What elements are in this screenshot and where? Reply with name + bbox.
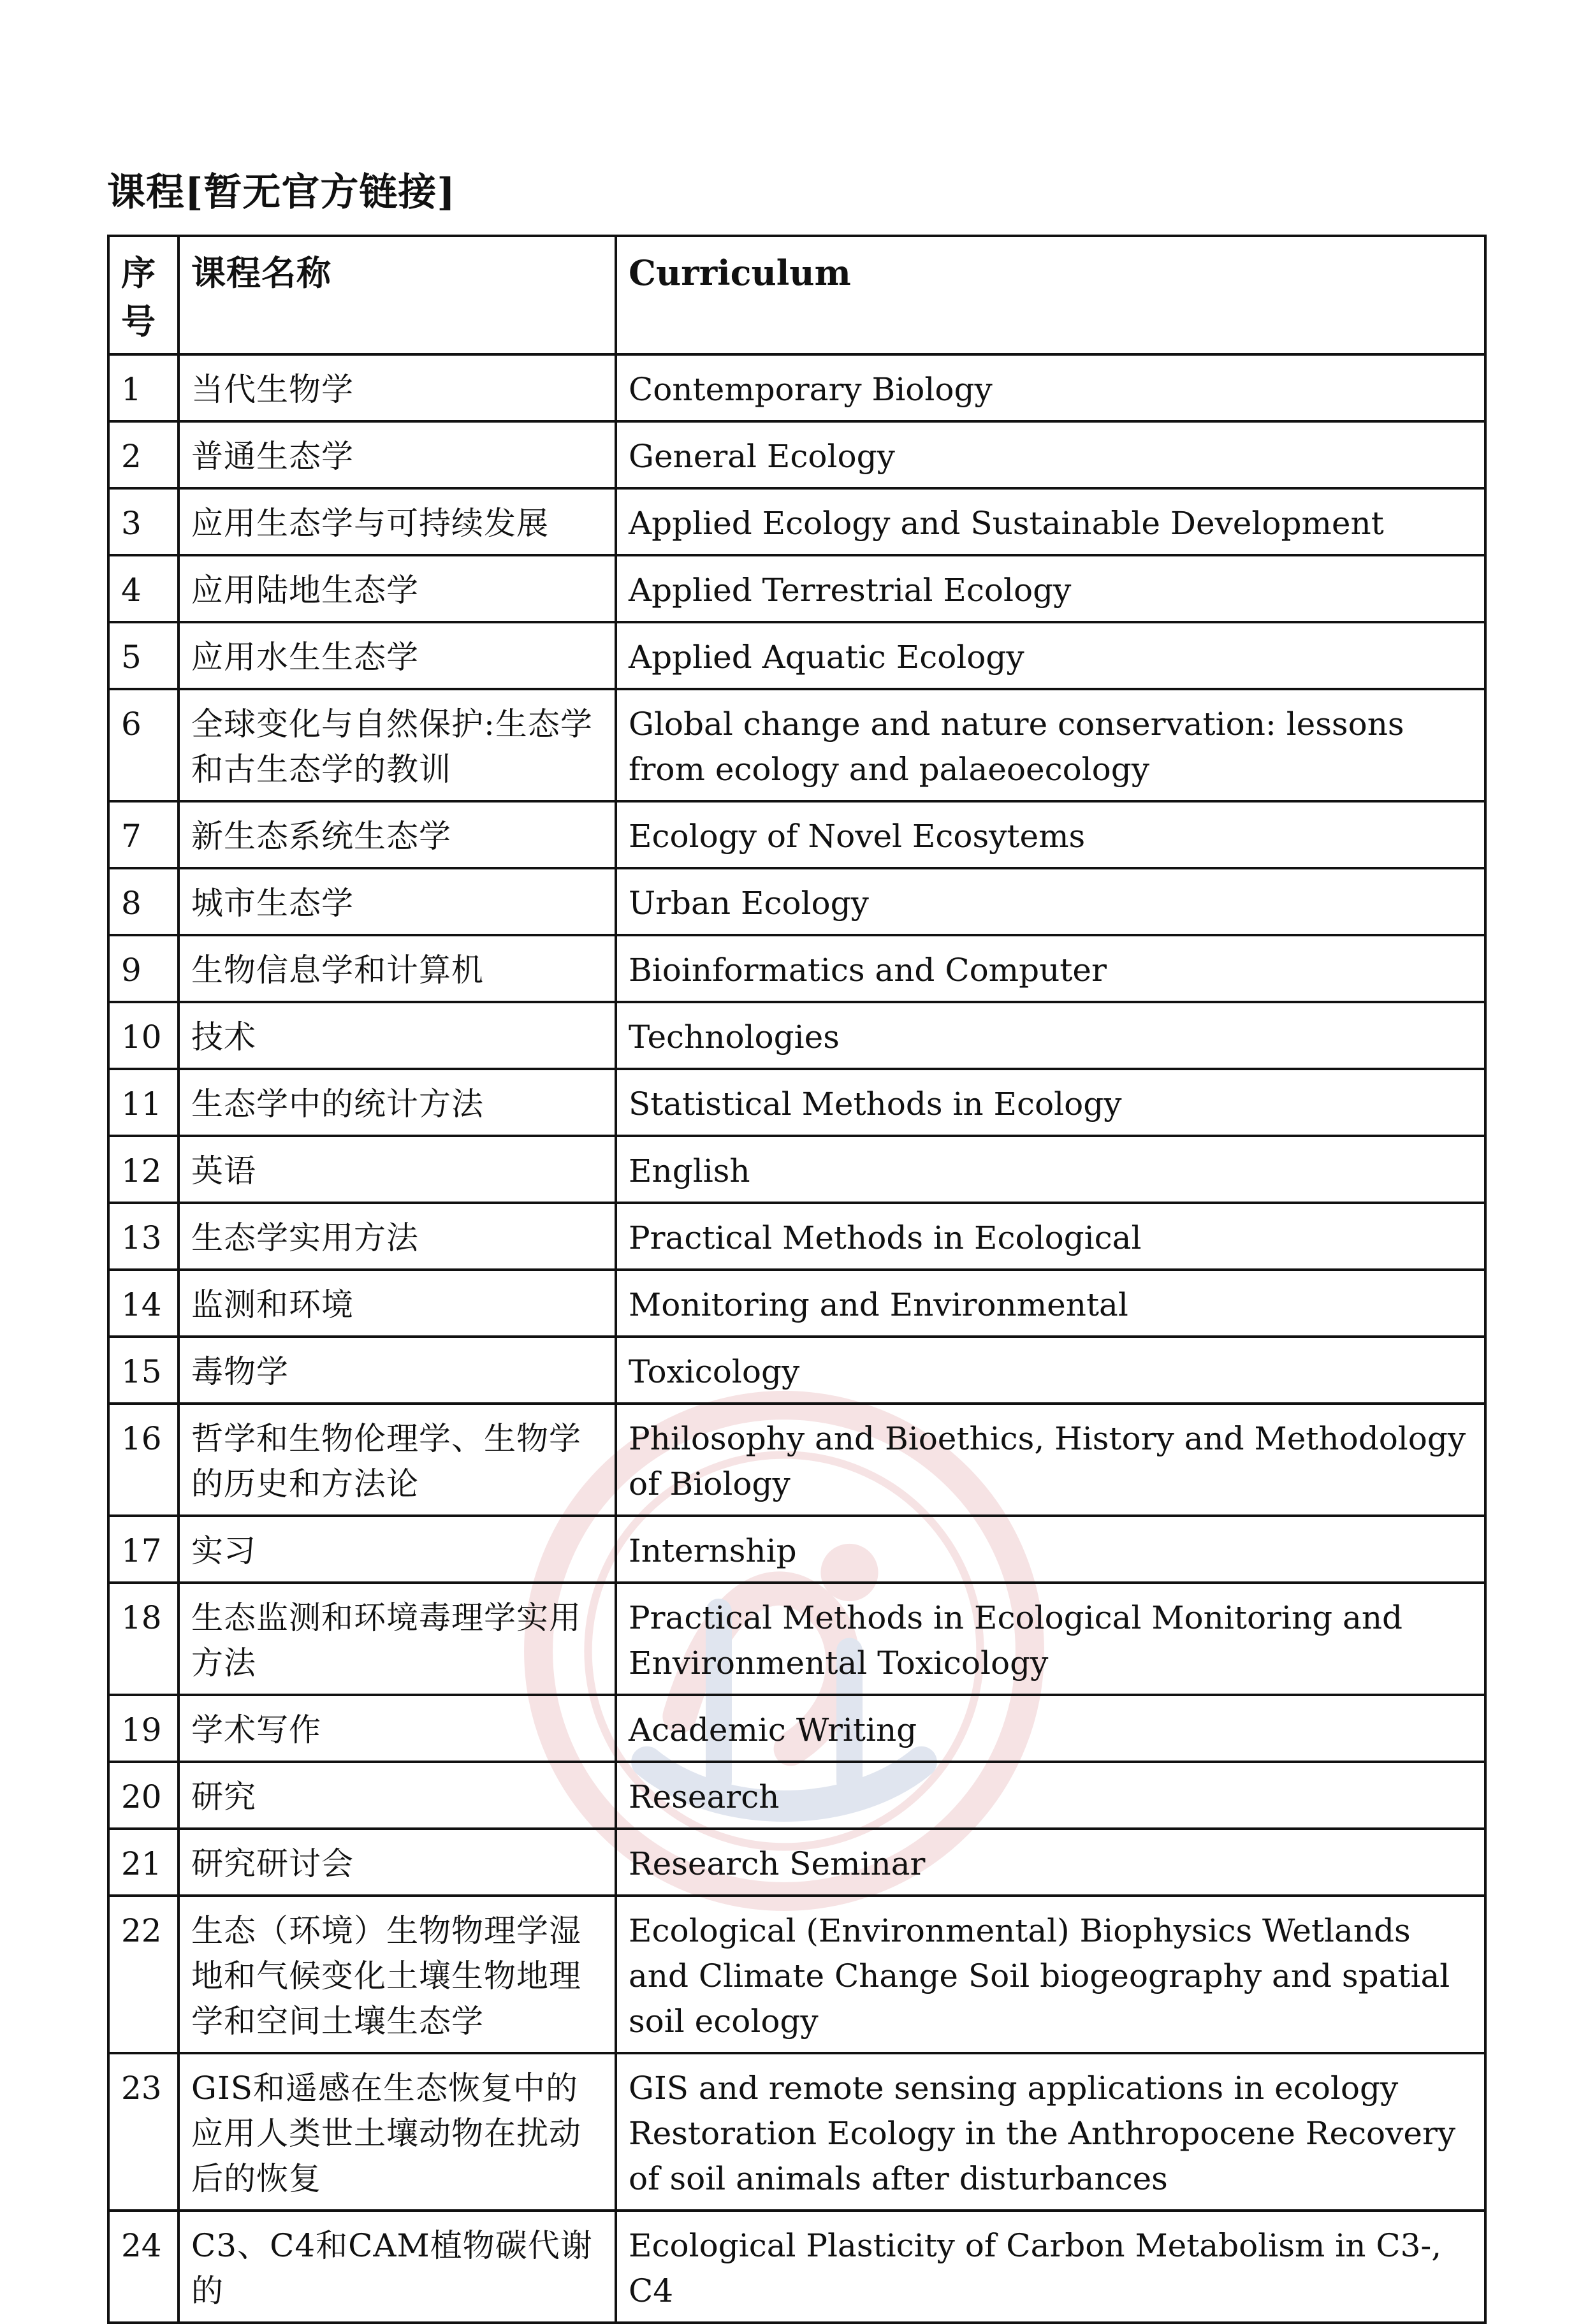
cell-index: 6 xyxy=(108,689,178,801)
cell-english-name: Practical Methods in Ecological xyxy=(616,1203,1485,1270)
table-row xyxy=(108,555,1485,622)
table-row xyxy=(108,622,1485,689)
cell-chinese-name: 监测和环境 xyxy=(178,1270,616,1337)
table-row xyxy=(108,1002,1485,1069)
table-row xyxy=(108,1069,1485,1136)
cell-index: 24 xyxy=(108,2211,178,2323)
table-row xyxy=(108,1136,1485,1203)
table-row xyxy=(108,1829,1485,1896)
cell-chinese-name: 生态监测和环境毒理学实用方法 xyxy=(178,1583,616,1695)
curriculum-table xyxy=(107,235,1487,2324)
table-row xyxy=(108,1203,1485,1270)
cell-english-name: Toxicology xyxy=(616,1337,1485,1404)
cell-english-name: Contemporary Biology xyxy=(616,354,1485,421)
cell-chinese-name: C3、C4和CAM植物碳代谢的 xyxy=(178,2211,616,2323)
table-row xyxy=(108,1896,1485,2053)
cell-index: 1 xyxy=(108,354,178,421)
cell-index: 8 xyxy=(108,868,178,935)
cell-chinese-name: 城市生态学 xyxy=(178,868,616,935)
cell-english-name: Research xyxy=(616,1762,1485,1829)
cell-english-name: Monitoring and Environmental xyxy=(616,1270,1485,1337)
cell-index: 14 xyxy=(108,1270,178,1337)
table-row xyxy=(108,421,1485,488)
cell-chinese-name: 全球变化与自然保护:生态学和古生态学的教训 xyxy=(178,689,616,801)
cell-chinese-name: 毒物学 xyxy=(178,1337,616,1404)
cell-index: 15 xyxy=(108,1337,178,1404)
table-row xyxy=(108,2053,1485,2211)
cell-index: 23 xyxy=(108,2053,178,2211)
cell-english-name: Technologies xyxy=(616,1002,1485,1069)
cell-chinese-name: 应用水生生态学 xyxy=(178,622,616,689)
cell-index: 9 xyxy=(108,935,178,1002)
cell-chinese-name: GIS和遥感在生态恢复中的应用人类世土壤动物在扰动后的恢复 xyxy=(178,2053,616,2211)
cell-english-name: Ecology of Novel Ecosytems xyxy=(616,801,1485,868)
cell-chinese-name: 实习 xyxy=(178,1516,616,1583)
cell-chinese-name: 哲学和生物伦理学、生物学的历史和方法论 xyxy=(178,1404,616,1516)
cell-chinese-name: 新生态系统生态学 xyxy=(178,801,616,868)
table-row xyxy=(108,935,1485,1002)
table-row xyxy=(108,488,1485,555)
cell-chinese-name: 生态学实用方法 xyxy=(178,1203,616,1270)
cell-english-name: Ecological (Environmental) Biophysics Wetlands and Climate Change Soil biogeography and spatial soil ecology xyxy=(616,1896,1485,2053)
cell-index: 3 xyxy=(108,488,178,555)
cell-chinese-name: 普通生态学 xyxy=(178,421,616,488)
column-header-index: 序号 xyxy=(108,236,178,354)
cell-english-name: Practical Methods in Ecological Monitoring and Environmental Toxicology xyxy=(616,1583,1485,1695)
cell-index: 22 xyxy=(108,1896,178,2053)
cell-chinese-name: 当代生物学 xyxy=(178,354,616,421)
cell-index: 13 xyxy=(108,1203,178,1270)
cell-english-name: Philosophy and Bioethics, History and Methodology of Biology xyxy=(616,1404,1485,1516)
cell-english-name: Applied Aquatic Ecology xyxy=(616,622,1485,689)
table-row xyxy=(108,1762,1485,1829)
table-row xyxy=(108,354,1485,421)
cell-english-name: English xyxy=(616,1136,1485,1203)
cell-chinese-name: 应用生态学与可持续发展 xyxy=(178,488,616,555)
cell-chinese-name: 生态（环境）生物物理学湿地和气候变化土壤生物地理学和空间土壤生态学 xyxy=(178,1896,616,2053)
cell-index: 18 xyxy=(108,1583,178,1695)
table-row xyxy=(108,1516,1485,1583)
cell-english-name: Urban Ecology xyxy=(616,868,1485,935)
cell-index: 17 xyxy=(108,1516,178,1583)
cell-english-name: GIS and remote sensing applications in ecology Restoration Ecology in the Anthropocene Recovery of soil animals after disturbances xyxy=(616,2053,1485,2211)
cell-index: 11 xyxy=(108,1069,178,1136)
cell-index: 20 xyxy=(108,1762,178,1829)
table-row xyxy=(108,801,1485,868)
cell-chinese-name: 生物信息学和计算机 xyxy=(178,935,616,1002)
cell-chinese-name: 研究 xyxy=(178,1762,616,1829)
cell-index: 5 xyxy=(108,622,178,689)
table-row xyxy=(108,1270,1485,1337)
cell-english-name: Applied Ecology and Sustainable Development xyxy=(616,488,1485,555)
cell-index: 12 xyxy=(108,1136,178,1203)
table-row xyxy=(108,1337,1485,1404)
cell-english-name: Academic Writing xyxy=(616,1695,1485,1762)
table-row xyxy=(108,868,1485,935)
cell-english-name: Bioinformatics and Computer xyxy=(616,935,1485,1002)
cell-index: 19 xyxy=(108,1695,178,1762)
cell-index: 4 xyxy=(108,555,178,622)
table-row xyxy=(108,689,1485,801)
table-row xyxy=(108,2211,1485,2323)
cell-index: 10 xyxy=(108,1002,178,1069)
cell-index: 16 xyxy=(108,1404,178,1516)
cell-chinese-name: 技术 xyxy=(178,1002,616,1069)
cell-index: 2 xyxy=(108,421,178,488)
cell-index: 21 xyxy=(108,1829,178,1896)
cell-english-name: Ecological Plasticity of Carbon Metabolism in C3-, C4 xyxy=(616,2211,1485,2323)
cell-english-name: Internship xyxy=(616,1516,1485,1583)
table-row xyxy=(108,1404,1485,1516)
cell-chinese-name: 研究研讨会 xyxy=(178,1829,616,1896)
cell-chinese-name: 应用陆地生态学 xyxy=(178,555,616,622)
cell-chinese-name: 英语 xyxy=(178,1136,616,1203)
table-row xyxy=(108,1583,1485,1695)
section-title: 课程[暂无官方链接] xyxy=(107,170,456,215)
table-body xyxy=(108,354,1485,2323)
cell-english-name: Statistical Methods in Ecology xyxy=(616,1069,1485,1136)
cell-index: 7 xyxy=(108,801,178,868)
column-header-curriculum: Curriculum xyxy=(616,236,1485,354)
table-row xyxy=(108,1695,1485,1762)
cell-english-name: Applied Terrestrial Ecology xyxy=(616,555,1485,622)
cell-chinese-name: 生态学中的统计方法 xyxy=(178,1069,616,1136)
cell-english-name: General Ecology xyxy=(616,421,1485,488)
column-header-chinese-name: 课程名称 xyxy=(178,236,616,354)
cell-chinese-name: 学术写作 xyxy=(178,1695,616,1762)
cell-english-name: Research Seminar xyxy=(616,1829,1485,1896)
cell-english-name: Global change and nature conservation: lessons from ecology and palaeoecology xyxy=(616,689,1485,801)
table-header-row xyxy=(108,236,1485,354)
